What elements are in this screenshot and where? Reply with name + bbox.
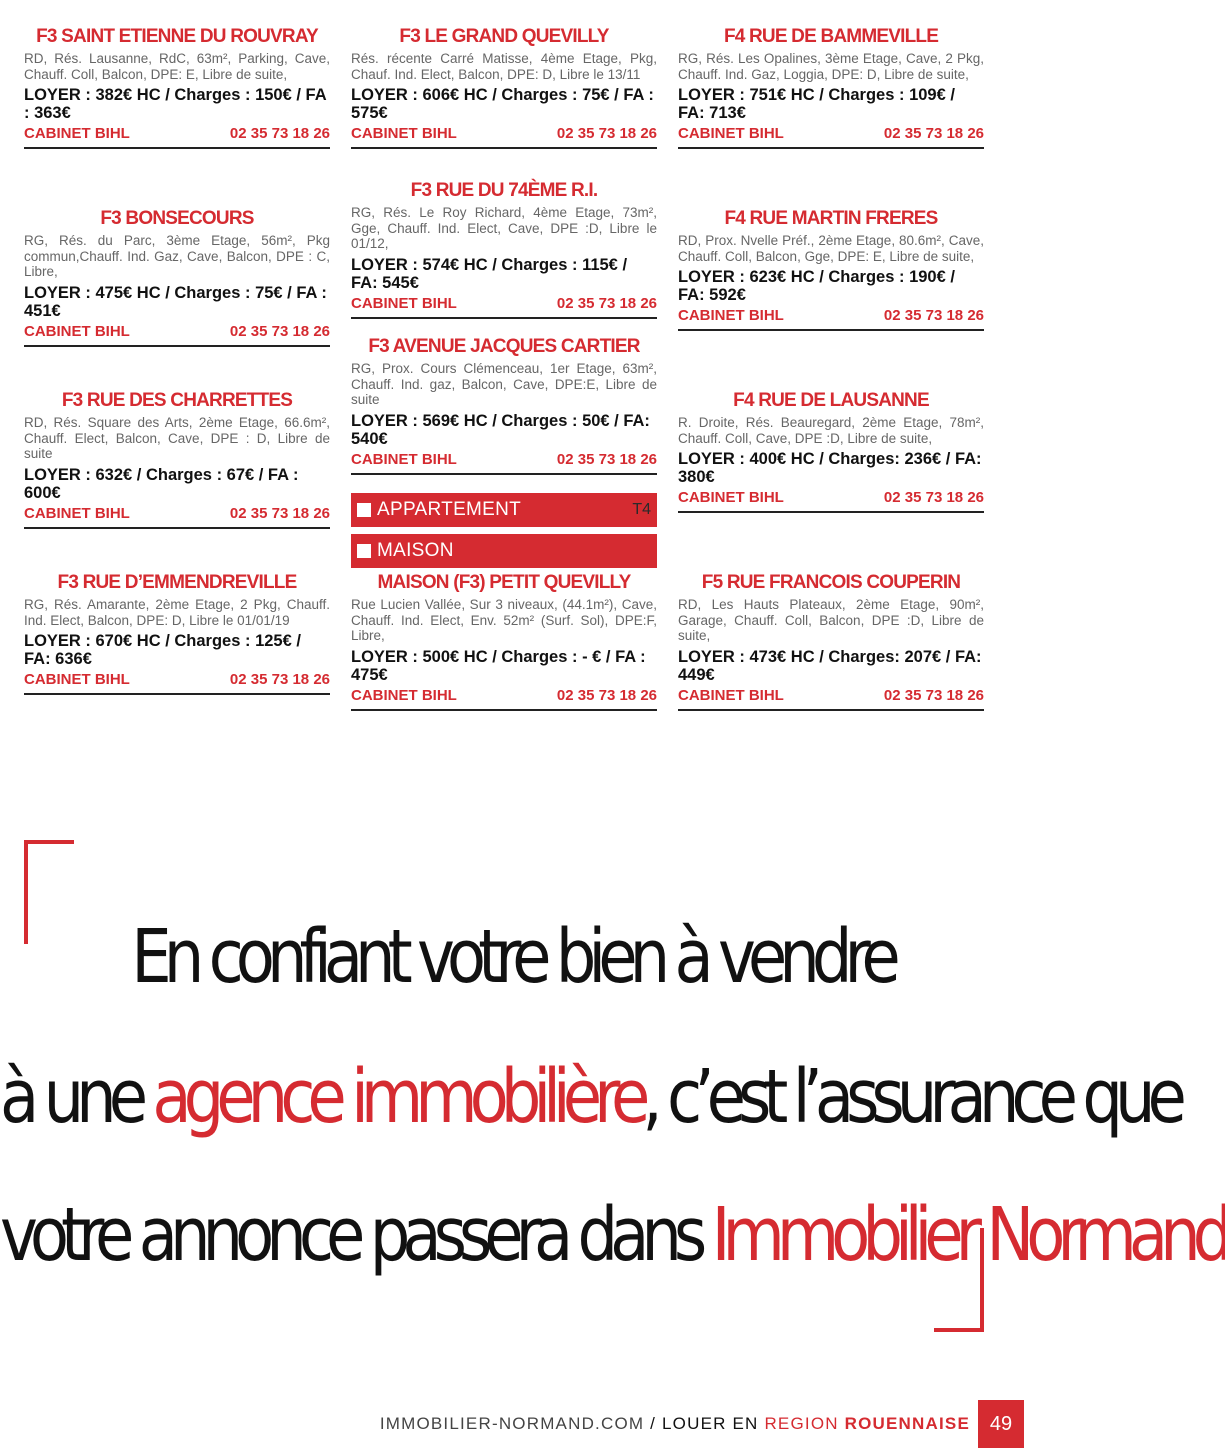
listing-rent: LOYER : 500€ HC / Charges : - € / FA : 475€: [351, 647, 646, 684]
listing-contact: [678, 125, 984, 149]
listing-rent: LOYER : 569€ HC / Charges : 50€ / FA: 540€: [351, 411, 650, 448]
listing-title: F3 BONSECOURS: [100, 208, 254, 229]
agency-phone[interactable]: 02 35 73 18 26: [556, 294, 657, 312]
listing-card: [678, 572, 984, 711]
listing-title: MAISON (F3) PETIT QUEVILLY: [377, 572, 631, 593]
listing-description: RG, Rés. Le Roy Richard, 4ème Etage, 73m², Gge, Chauff. Ind. Elect, Cave, DPE :D, Libre le 01/12,: [351, 205, 657, 251]
agency-name: CABINET BIHL: [351, 294, 457, 312]
listing-rent: LOYER : 473€ HC / Charges: 207€ / FA: 449€: [678, 647, 982, 684]
listing-description: RG, Prox. Cours Clémenceau, 1er Etage, 63m², Chauff. Ind. gaz, Balcon, Cave, DPE:E, Libre de suite: [351, 361, 657, 407]
footer-region-name: ROUENNAISE: [844, 1414, 970, 1433]
listing-card: [678, 208, 984, 331]
listing-description: Rés. récente Carré Matisse, 4ème Etage, Pkg, Chauf. Ind. Elect, Balcon, DPE: D, Libre le 13/11: [351, 51, 657, 82]
listing-title: F4 RUE DE LAUSANNE: [733, 390, 929, 411]
agency-phone[interactable]: 02 35 73 18 26: [556, 125, 657, 142]
listing-description: RG, Rés. du Parc, 3ème Etage, 56m², Pkg commun,Chauff. Ind. Gaz, Cave, Balcon, DPE : C, Libre,: [24, 233, 330, 279]
slogan-line-1: [0, 912, 1024, 1004]
section-type-tag: T4: [632, 501, 651, 518]
listing-rent: LOYER : 475€ HC / Charges : 75€ / FA : 451€: [24, 283, 327, 320]
footer-region: REGION: [764, 1414, 845, 1433]
listing-contact: [678, 307, 984, 331]
agency-name: CABINET BIHL: [351, 450, 457, 468]
listing-rent: LOYER : 670€ HC / Charges : 125€ / FA: 636€: [24, 632, 301, 668]
listing-contact: [351, 687, 657, 711]
agency-phone[interactable]: 02 35 73 18 26: [229, 125, 330, 142]
listing-contact: [351, 125, 657, 149]
listing-title: F4 RUE MARTIN FRERES: [724, 208, 938, 229]
slogan-text: votre annonce passera dans: [0, 1193, 712, 1279]
section-band-maison: [351, 534, 657, 568]
agency-phone[interactable]: 02 35 73 18 26: [556, 686, 657, 704]
listing-contact: [24, 125, 330, 149]
slogan-text: , c’est l’assurance que: [642, 1055, 1179, 1141]
agency-name: CABINET BIHL: [351, 125, 457, 142]
listing-contact: [24, 323, 330, 347]
section-band-appartement: [351, 493, 657, 527]
agency-name: CABINET BIHL: [678, 307, 784, 324]
section-label: APPARTEMENT: [377, 499, 522, 520]
agency-name: CABINET BIHL: [351, 686, 457, 704]
listing-title: F3 RUE DU 74ÈME R.I.: [410, 180, 598, 201]
listing-card: [351, 336, 657, 475]
listing-card: [351, 26, 657, 149]
listing-card: [351, 572, 657, 711]
listing-contact: [351, 295, 657, 319]
slogan-line-2: [0, 1052, 1179, 1144]
listing-contact: [351, 451, 657, 475]
listing-description: RG, Rés. Les Opalines, 3ème Etage, Cave, 2 Pkg, Chauff. Ind. Gaz, Loggia, DPE: D, Libre de suite,: [678, 51, 984, 82]
footer-site-link[interactable]: IMMOBILIER-NORMAND.COM: [379, 1414, 645, 1433]
agency-name: CABINET BIHL: [678, 686, 784, 704]
listing-title: F4 RUE DE BAMMEVILLE: [723, 26, 939, 47]
agency-name: CABINET BIHL: [24, 322, 130, 340]
listing-title: F5 RUE FRANCOIS COUPERIN: [701, 572, 961, 593]
listing-description: RG, Rés. Amarante, 2ème Etage, 2 Pkg, Chauff. Ind. Elect, Balcon, DPE: D, Libre le 01/01/19: [24, 597, 330, 628]
listing-description: Rue Lucien Vallée, Sur 3 niveaux, (44.1m²), Cave, Chauff. Ind. Elect, Env. 52m² (Surf. Sol), DPE:F, Libre,: [351, 597, 657, 643]
listing-contact: [24, 505, 330, 529]
section-label: MAISON: [377, 540, 454, 561]
listing-rent: LOYER : 751€ HC / Charges : 109€ / FA: 713€: [678, 86, 955, 122]
listing-title: F3 RUE D’EMMENDREVILLE: [57, 572, 297, 593]
listing-description: RD, Les Hauts Plateaux, 2ème Etage, 90m², Garage, Chauff. Coll, Balcon, DPE :D, Libre de suite,: [678, 597, 984, 643]
agency-name: CABINET BIHL: [678, 125, 784, 142]
agency-phone[interactable]: 02 35 73 18 26: [556, 450, 657, 468]
listing-title: F3 AVENUE JACQUES CARTIER: [368, 336, 640, 357]
agency-phone[interactable]: 02 35 73 18 26: [229, 504, 330, 522]
listing-card: [24, 26, 330, 149]
agency-phone[interactable]: 02 35 73 18 26: [229, 322, 330, 340]
listing-rent: LOYER : 574€ HC / Charges : 115€ / FA: 545€: [351, 255, 628, 292]
listing-rent: LOYER : 623€ HC / Charges : 190€ / FA: 592€: [678, 268, 955, 304]
agency-name: CABINET BIHL: [24, 125, 130, 142]
listing-card: [24, 208, 330, 347]
agency-phone[interactable]: 02 35 73 18 26: [883, 307, 984, 324]
listing-card: [351, 180, 657, 319]
listing-contact: [678, 687, 984, 711]
agency-phone[interactable]: 02 35 73 18 26: [883, 489, 984, 506]
footer-separator: /: [644, 1414, 663, 1433]
listing-description: R. Droite, Rés. Beauregard, 2ème Etage, 78m², Chauff. Coll, Cave, DPE :D, Libre de suite,: [678, 415, 984, 446]
listing-rent: LOYER : 632€ / Charges : 67€ / FA : 600€: [24, 465, 299, 502]
agency-name: CABINET BIHL: [678, 489, 784, 506]
listing-title: F3 SAINT ETIENNE DU ROUVRAY: [36, 26, 318, 47]
listing-rent: LOYER : 606€ HC / Charges : 75€ / FA : 575€: [351, 86, 654, 122]
agency-phone[interactable]: 02 35 73 18 26: [883, 686, 984, 704]
agency-phone[interactable]: 02 35 73 18 26: [229, 671, 330, 688]
listing-rent: LOYER : 382€ HC / Charges : 150€ / FA : 363€: [24, 86, 326, 122]
page-number: 49: [978, 1400, 1024, 1448]
listing-card: [678, 390, 984, 513]
slogan-highlight: Immobilier Normand: [711, 1193, 1225, 1279]
agency-name: CABINET BIHL: [24, 504, 130, 522]
listing-rent: LOYER : 400€ HC / Charges: 236€ / FA: 380€: [678, 450, 982, 486]
listing-title: F3 RUE DES CHARRETTES: [61, 390, 293, 411]
slogan-text: à une: [0, 1055, 153, 1141]
square-bullet-icon: [357, 503, 371, 517]
square-bullet-icon: [357, 544, 371, 558]
listing-description: RD, Rés. Square des Arts, 2ème Etage, 66.6m², Chauff. Elect, Balcon, Cave, DPE : D, Libre de suite: [24, 415, 330, 461]
listing-description: RD, Prox. Nvelle Préf., 2ème Etage, 80.6m², Cave, Chauff. Coll, Balcon, Gge, DPE: E, Libre de suite,: [678, 233, 984, 264]
listing-contact: [678, 489, 984, 513]
agency-name: CABINET BIHL: [24, 671, 130, 688]
slogan-text: En confiant votre bien à vendre: [131, 915, 893, 1001]
footer-section: LOUER EN: [662, 1414, 765, 1433]
page-footer: [0, 1414, 970, 1434]
listing-card: [24, 390, 330, 529]
slogan-line-3: [0, 1190, 1225, 1282]
listing-title: F3 LE GRAND QUEVILLY: [399, 26, 609, 47]
slogan-highlight: agence immobilière: [152, 1055, 643, 1141]
listing-card: [24, 572, 330, 695]
listing-description: RD, Rés. Lausanne, RdC, 63m², Parking, Cave, Chauff. Coll, Balcon, DPE: E, Libre de suite,: [24, 51, 330, 82]
agency-phone[interactable]: 02 35 73 18 26: [883, 125, 984, 142]
listing-contact: [24, 671, 330, 695]
listing-card: [678, 26, 984, 149]
